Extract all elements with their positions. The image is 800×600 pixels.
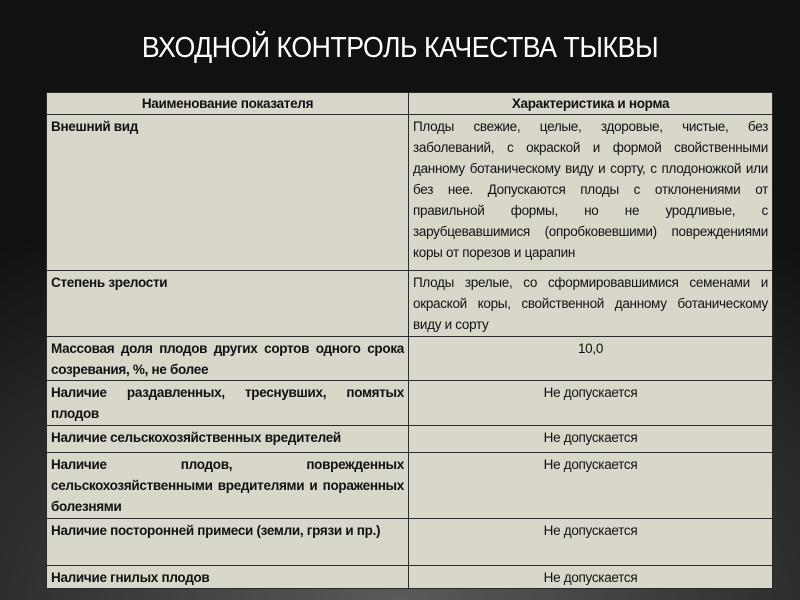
slide-title: ВХОДНОЙ КОНТРОЛЬ КАЧЕСТВА ТЫКВЫ: [141, 32, 659, 64]
norm-cell: 10,0: [409, 337, 773, 381]
header-norm: Характеристика и норма: [409, 93, 773, 115]
table-row: [47, 453, 773, 519]
norm-cell: Плоды зрелые, со сформировавшимися семенами и окраской коры, свойственной данному ботаническому виду и сорту: [409, 271, 773, 337]
table-header-row: [47, 93, 773, 115]
table-row: [47, 337, 773, 381]
table-row: [47, 381, 773, 426]
norm-cell: Не допускается: [409, 566, 773, 589]
indicator-cell: Наличие гнилых плодов: [47, 566, 409, 589]
indicator-cell: Наличие плодов, поврежденных сельскохозяйственными вредителями и пораженных болезнями: [47, 453, 409, 519]
indicator-cell: Массовая доля плодов других сортов одного срока созревания, %, не более: [47, 337, 409, 381]
indicator-cell: Степень зрелости: [47, 271, 409, 337]
indicator-cell: Внешний вид: [47, 115, 409, 271]
indicator-cell: Наличие сельскохозяйственных вредителей: [47, 426, 409, 453]
table-row: [47, 566, 773, 589]
indicator-cell: Наличие посторонней примеси (земли, грязи и пр.): [47, 519, 409, 566]
norm-cell: Не допускается: [409, 453, 773, 519]
quality-table: [46, 92, 773, 589]
norm-cell: Не допускается: [409, 426, 773, 453]
norm-cell: Плоды свежие, целые, здоровые, чистые, без заболеваний, с окраской и формой свойственными данному ботаническому виду и сорту, с плодоножкой или без нее. Допускаются плоды с отклонениями от правильной формы, но не уродливые, с зарубцевавшимися (опробковевшими) повреждениями коры от порезов и царапин: [409, 115, 773, 271]
norm-cell: Не допускается: [409, 381, 773, 426]
table-row: [47, 519, 773, 566]
table-row: [47, 271, 773, 337]
norm-cell: Не допускается: [409, 519, 773, 566]
table-row: [47, 426, 773, 453]
indicator-cell: Наличие раздавленных, треснувших, помятых плодов: [47, 381, 409, 426]
header-indicator: Наименование показателя: [47, 93, 409, 115]
table-row: [47, 115, 773, 271]
